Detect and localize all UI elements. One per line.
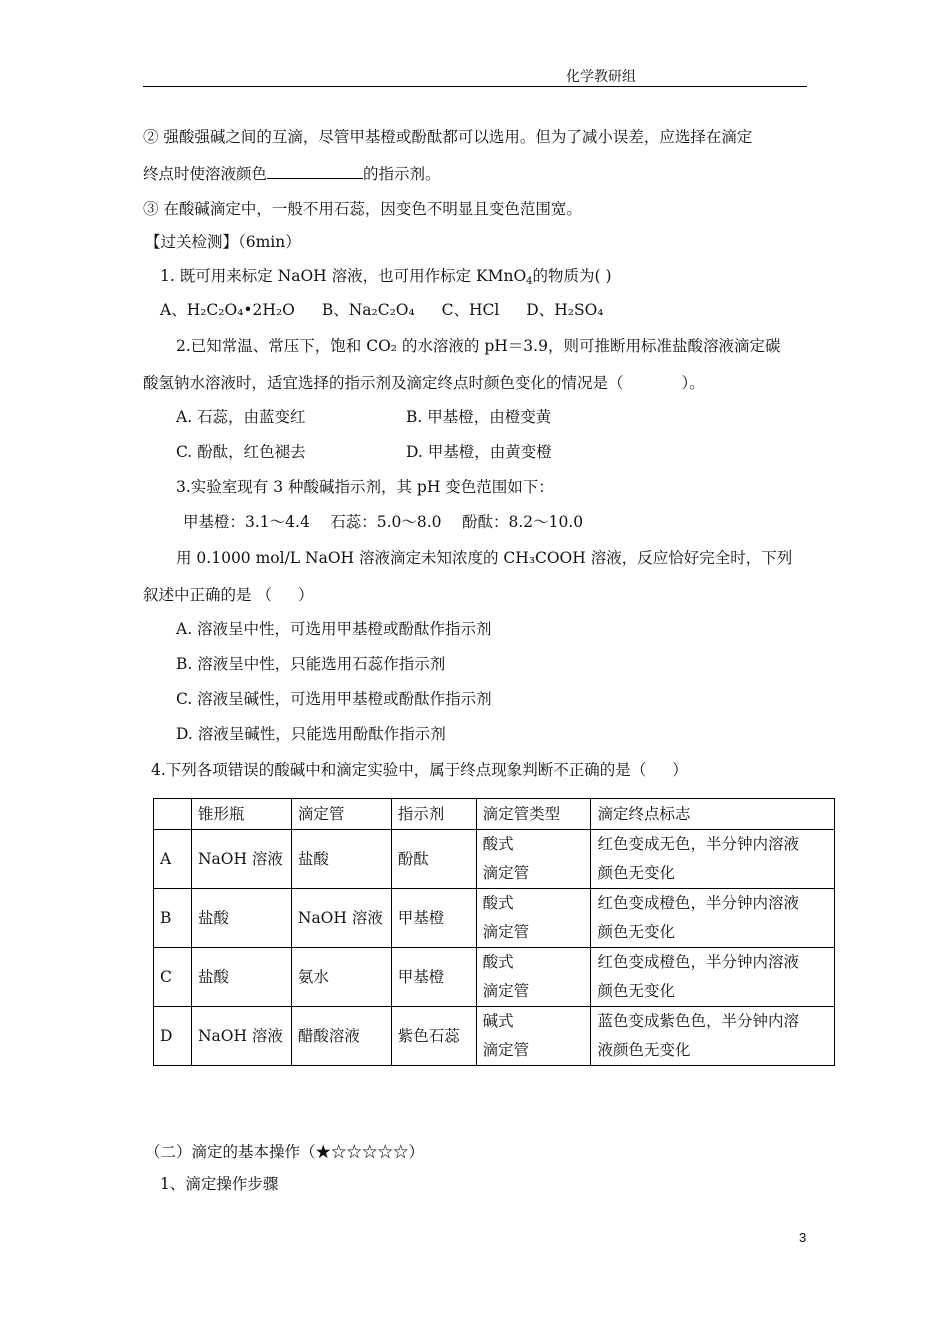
answer-blank [267,164,363,179]
burette-type-cell [476,830,591,889]
burette-type-cell [476,889,591,948]
flask-cell: 盐酸 [191,889,291,948]
table-header-cell: 锥形瓶 [191,799,291,830]
header-rule [143,86,807,87]
flask-cell: NaOH 溶液 [191,1007,291,1066]
table-row [154,889,835,948]
burette-type-line: 滴定管 [482,982,530,1000]
burette-cell: 盐酸 [291,830,391,889]
q3-option-c: C. 溶液呈碱性，可选用甲基橙或酚酞作指示剂 [176,690,492,708]
q2-option-c: C. 酚酞，红色褪去 [176,443,306,461]
para3: ③ 在酸碱滴定中，一般不用石蕊，因变色不明显且变色范围宽。 [143,200,582,218]
q3-option-a: A. 溶液呈中性，可选用甲基橙或酚酞作指示剂 [176,620,492,638]
burette-cell: NaOH 溶液 [291,889,391,948]
q1-stem-sub: 4 [526,276,533,287]
q2-option-b: B. 甲基橙，由橙变黄 [406,408,552,426]
para2-line1: ② 强酸强碱之间的互滴，尽管甲基橙或酚酞都可以选用。但为了减小误差，应选择在滴定 [143,128,753,146]
row-label: B [154,889,192,948]
q3-line4-post: ） [297,586,314,604]
q3-line4 [143,585,313,605]
q1-option-c: C、HCl [441,301,500,319]
indicator-cell: 酚酞 [391,830,476,889]
page-number: 3 [799,1230,807,1245]
table-row [154,830,835,889]
endpoint-line: 颜色无变化 [597,923,675,941]
para2-line2-post: 的指示剂。 [363,165,441,183]
indicator-cell: 甲基橙 [391,948,476,1007]
endpoint-line: 红色变成橙色，半分钟内溶液 [597,953,799,971]
q3-line1: 3.实验室现有 3 种酸碱指示剂，其 pH 变色范围如下： [176,478,554,496]
burette-type-cell [476,948,591,1007]
burette-type-line: 酸式 [482,894,514,912]
q3-option-b: B. 溶液呈中性，只能选用石蕊作指示剂 [176,655,446,673]
burette-type-line: 滴定管 [482,864,530,882]
burette-type-line: 酸式 [482,953,514,971]
endpoint-line: 蓝色变成紫色色，半分钟内溶 [597,1012,799,1030]
row-label: C [154,948,192,1007]
q1-option-b: B、Na₂C₂O₄ [321,301,415,319]
section2-title: （二）滴定的基本操作（★☆☆☆☆☆） [145,1143,425,1161]
q1-stem-pre: 1. 既可用来标定 NaOH 溶液，也可用作标定 KMnO [160,267,527,285]
endpoint-line: 颜色无变化 [597,982,675,1000]
q1-stem [160,266,612,286]
q3-option-d: D. 溶液呈碱性，只能选用酚酞作指示剂 [176,725,446,743]
endpoint-line: 红色变成无色，半分钟内溶液 [597,835,799,853]
q2-line1: 2.已知常温、常压下，饱和 CO₂ 的水溶液的 pH＝3.9，则可推断用标准盐酸溶液滴定碳 [176,337,781,355]
table-header-row [154,799,835,830]
burette-type-line: 酸式 [482,835,514,853]
section2-step1: 1、滴定操作步骤 [160,1175,279,1193]
table-header-cell: 指示剂 [391,799,476,830]
table-header-cell: 滴定管类型 [476,799,591,830]
q1-option-d: D、H₂SO₄ [526,301,604,319]
flask-cell: 盐酸 [191,948,291,1007]
q3-indicator-ranges: 甲基橙：3.1～4.4 石蕊：5.0～8.0 酚酞：8.2～10.0 [183,513,584,531]
indicator-cell: 紫色石蕊 [391,1007,476,1066]
row-label: A [154,830,192,889]
burette-cell: 醋酸溶液 [291,1007,391,1066]
q2-line2 [143,373,705,393]
q2-line2-pre: 酸氢钠水溶液时，适宜选择的指示剂及滴定终点时颜色变化的情况是（ [143,374,624,392]
para2-line2 [143,164,441,184]
q4-stem-pre: 4.下列各项错误的酸碱中和滴定实验中，属于终点现象判断不正确的是（ [151,761,647,779]
burette-cell: 氨水 [291,948,391,1007]
table-row [154,1007,835,1066]
indicator-cell: 甲基橙 [391,889,476,948]
section-check-title: 【过关检测】（6min） [145,233,301,251]
q4-stem [151,760,688,780]
table-header-cell [154,799,192,830]
endpoint-cell [591,1007,835,1066]
q2-option-a: A. 石蕊，由蓝变红 [176,408,306,426]
table-header-cell: 滴定管 [291,799,391,830]
endpoint-cell [591,889,835,948]
burette-type-cell [476,1007,591,1066]
endpoint-line: 液颜色无变化 [597,1041,691,1059]
table-row [154,948,835,1007]
q3-line4-pre: 叙述中正确的是 （ [143,586,272,604]
endpoint-cell [591,830,835,889]
flask-cell: NaOH 溶液 [191,830,291,889]
q4-table [153,798,835,1066]
endpoint-line: 颜色无变化 [597,864,675,882]
burette-type-line: 滴定管 [482,923,530,941]
para2-line2-pre: 终点时使溶液颜色 [143,165,268,183]
q2-line2-post: ）。 [681,374,705,392]
burette-type-line: 碱式 [482,1012,514,1030]
burette-type-line: 滴定管 [482,1041,530,1059]
q3-line3: 用 0.1000 mol/L NaOH 溶液滴定未知浓度的 CH₃COOH 溶液，反应恰好完全时，下列 [176,549,793,567]
header-text: 化学教研组 [566,69,636,85]
q1-stem-post: 的物质为( ) [532,267,612,285]
row-label: D [154,1007,192,1066]
table-header-cell: 滴定终点标志 [591,799,835,830]
q1-options [160,300,604,320]
endpoint-line: 红色变成橙色，半分钟内溶液 [597,894,799,912]
q2-option-d: D. 甲基橙，由黄变橙 [406,443,552,461]
q1-option-a: A、H₂C₂O₄•2H₂O [160,301,295,319]
q4-stem-post: ） [672,761,688,779]
endpoint-cell [591,948,835,1007]
